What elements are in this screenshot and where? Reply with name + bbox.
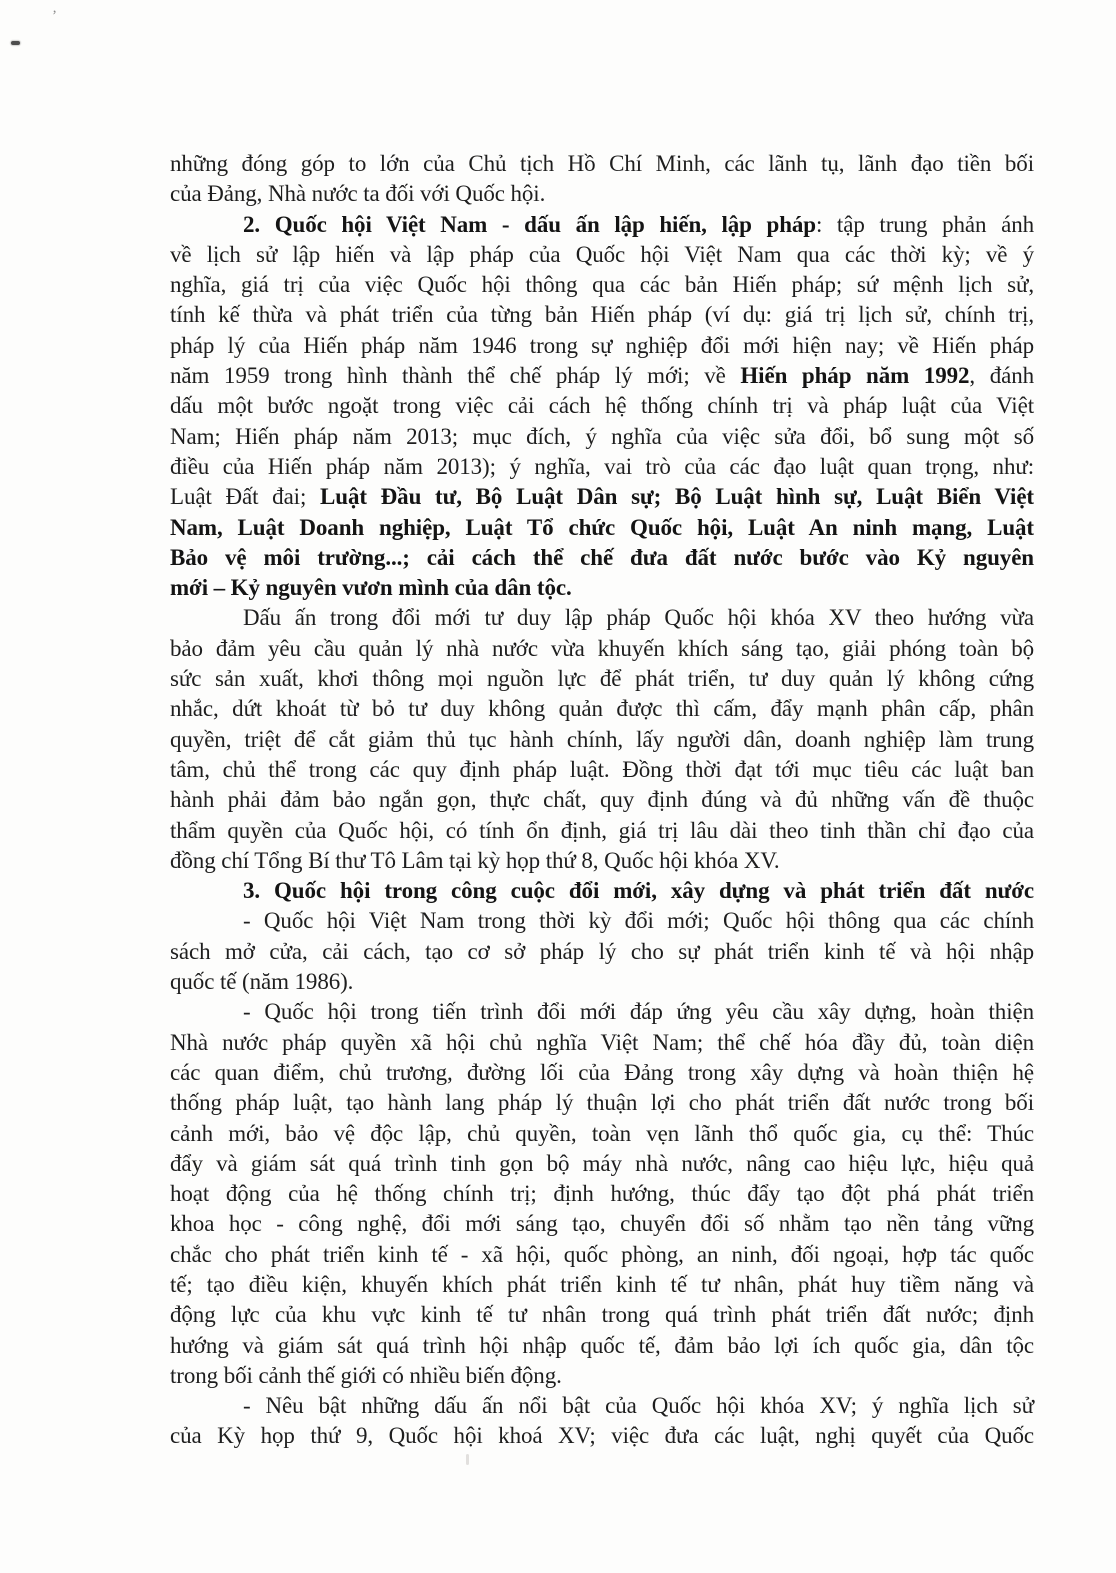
text-line (170, 240, 1034, 270)
text-segment: Nhà nước pháp quyền xã hội chủ nghĩa Việt Nam; thể chế hóa đầy đủ, toàn diện (170, 1029, 1034, 1055)
text-line (170, 1300, 1034, 1330)
text-line (170, 937, 1034, 967)
text-segment: nghĩa, giá trị của việc Quốc hội thông qua các bản Hiến pháp; sứ mệnh lịch sử, (170, 272, 1034, 298)
text-line (170, 664, 1034, 694)
text-line (170, 1391, 1034, 1421)
text-line (170, 1119, 1034, 1149)
text-segment: - Quốc hội Việt Nam trong thời kỳ đổi mới; Quốc hội thông qua các chính (243, 908, 1034, 934)
text-segment: nhắc, dứt khoát từ bỏ tư duy không quản được thì cấm, đẩy mạnh phân cấp, phân (170, 696, 1034, 722)
text-line (170, 755, 1034, 785)
text-line (170, 1028, 1034, 1058)
text-segment: - Quốc hội trong tiến trình đổi mới đáp ứng yêu cầu xây dựng, hoàn thiện (243, 999, 1034, 1025)
text-line (170, 997, 1034, 1027)
text-segment: quyền, triệt để cắt giảm thủ tục hành chính, lấy người dân, doanh nghiệp làm trung (170, 726, 1034, 752)
text-line (170, 846, 1034, 876)
text-line (170, 179, 1034, 209)
text-segment: dấu một bước ngoặt trong việc cải cách hệ thống chính trị và pháp luật của Việt (170, 393, 1034, 419)
text-segment: đẩy và giám sát quá trình tinh gọn bộ máy nhà nước, nâng cao hiệu lực, hiệu quả (170, 1150, 1034, 1176)
text-line (170, 816, 1034, 846)
text-line (170, 361, 1034, 391)
text-line (170, 1088, 1034, 1118)
text-segment: hoạt động của hệ thống chính trị; định hướng, thúc đẩy tạo đột phá phát triển (170, 1181, 1034, 1207)
text-line (170, 391, 1034, 421)
text-segment: sách mở cửa, cải cách, tạo cơ sở pháp lý cho sự phát triển kinh tế và hội nhập (170, 938, 1034, 964)
text-segment: tâm, chủ thể trong các quy định pháp luật. Đồng thời đạt tới mục tiêu các luật ban (170, 756, 1034, 782)
text-segment: những đóng góp to lớn của Chủ tịch Hồ Chí Minh, các lãnh tụ, lãnh đạo tiền bối (170, 151, 1034, 176)
text-segment: quốc tế (năm 1986). (170, 969, 354, 995)
text-segment: chắc cho phát triển kinh tế - xã hội, quốc phòng, an ninh, đối ngoại, hợp tác quốc (170, 1241, 1034, 1267)
text-segment: hướng và giám sát quá trình hội nhập quốc tế, đảm bảo lợi ích quốc gia, dân tộc (170, 1332, 1034, 1358)
text-line (170, 1209, 1034, 1239)
text-line (170, 1179, 1034, 1209)
text-line (170, 452, 1034, 482)
text-segment: về lịch sử lập hiến và lập pháp của Quốc hội Việt Nam qua các thời kỳ; về ý (170, 241, 1034, 267)
scan-artifact-faint-speck (466, 1454, 469, 1465)
text-line (170, 543, 1034, 573)
text-line (170, 331, 1034, 361)
text-segment: Dấu ấn trong đổi mới tư duy lập pháp Quốc hội khóa XV theo hướng vừa (243, 605, 1034, 631)
text-segment: các quan điểm, chủ trương, đường lối của Đảng trong xây dựng và hoàn thiện hệ (170, 1059, 1034, 1085)
text-line (170, 785, 1034, 815)
text-segment: khoa học - công nghệ, đổi mới sáng tạo, chuyển đổi số nhằm tạo nền tảng vững (170, 1211, 1034, 1237)
bold-text-segment: 2. Quốc hội Việt Nam - dấu ấn lập hiến, lập pháp (243, 211, 816, 237)
text-segment: của Đảng, Nhà nước ta đối với Quốc hội. (170, 181, 546, 207)
text-line (170, 1149, 1034, 1179)
bold-text-segment: Bảo vệ môi trường...; cải cách thể chế đưa đất nước bước vào Kỷ nguyên (170, 544, 1034, 570)
text-line (170, 1270, 1034, 1300)
scan-artifact-ink-dot (11, 41, 20, 45)
text-line (170, 573, 1034, 603)
text-segment: động lực của khu vực kinh tế tư nhân trong quá trình phát triển đất nước; định (170, 1302, 1034, 1328)
text-segment: cảnh mới, bảo vệ độc lập, chủ quyền, toàn vẹn lãnh thổ quốc gia, cụ thể: Thúc (170, 1120, 1034, 1146)
text-segment: trong bối cảnh thế giới có nhiều biến động. (170, 1362, 562, 1388)
text-line (170, 270, 1034, 300)
text-line (170, 1331, 1034, 1361)
text-line (170, 603, 1034, 633)
text-segment: Luật Đất đai; (170, 484, 321, 510)
text-line (170, 1361, 1034, 1391)
text-line (170, 210, 1034, 240)
text-segment: Nam; Hiến pháp năm 2013; mục đích, ý nghĩa của việc sửa đổi, bổ sung một số (170, 423, 1034, 449)
text-line (170, 513, 1034, 543)
text-segment: của Kỳ họp thứ 9, Quốc hội khoá XV; việc đưa các luật, nghị quyết của Quốc (170, 1423, 1034, 1449)
text-segment: thống pháp luật, tạo hành lang pháp lý thuận lợi cho phát triển đất nước trong bối (170, 1090, 1034, 1116)
text-segment: bảo đảm yêu cầu quản lý nhà nước vừa khuyến khích sáng tạo, giải phóng toàn bộ (170, 635, 1034, 661)
text-line (170, 422, 1034, 452)
text-segment: pháp lý của Hiến pháp năm 1946 trong sự nghiệp đổi mới hiện nay; về Hiến pháp (170, 332, 1034, 358)
text-line (170, 300, 1034, 330)
text-segment: - Nêu bật những dấu ấn nổi bật của Quốc hội khóa XV; ý nghĩa lịch sử (243, 1393, 1034, 1419)
text-line (170, 149, 1034, 179)
bold-text-segment: Hiến pháp năm 1992 (740, 363, 970, 389)
text-line (170, 1240, 1034, 1270)
bold-text-segment: 3. Quốc hội trong công cuộc đổi mới, xây dựng và phát triển đất nước (243, 878, 1034, 904)
text-segment: điều của Hiến pháp năm 2013); ý nghĩa, vai trò của các đạo luật quan trọng, như: (170, 453, 1034, 479)
bold-text-segment: Nam, Luật Doanh nghiệp, Luật Tổ chức Quốc hội, Luật An ninh mạng, Luật (170, 514, 1034, 540)
text-line (170, 725, 1034, 755)
text-line (170, 1421, 1034, 1451)
text-line (170, 694, 1034, 724)
scan-artifact-quote-mark: ’ (52, 8, 57, 24)
text-line (170, 906, 1034, 936)
text-line (170, 967, 1034, 997)
bold-text-segment: Luật Đầu tư, Bộ Luật Dân sự; Bộ Luật hình sự, Luật Biển Việt (320, 484, 1034, 510)
document-body (170, 149, 1034, 1452)
text-segment: tế; tạo điều kiện, khuyến khích phát triển kinh tế tư nhân, phát huy tiềm năng và (170, 1271, 1034, 1297)
text-line (170, 482, 1034, 512)
text-segment: , đánh (969, 363, 1035, 389)
text-segment: năm 1959 trong hình thành thể chế pháp lý mới; về (170, 363, 741, 389)
text-segment: thẩm quyền của Quốc hội, có tính ổn định, giá trị lâu dài theo tinh thần chỉ đạo của (170, 817, 1034, 843)
text-segment: hành phải đảm bảo ngắn gọn, thực chất, quy định đúng và đủ những vấn đề thuộc (170, 787, 1034, 813)
text-line (170, 1058, 1034, 1088)
text-line (170, 876, 1034, 906)
text-segment: tính kế thừa và phát triển của từng bản Hiến pháp (ví dụ: giá trị lịch sử, chính trị, (170, 302, 1034, 328)
text-segment: sức sản xuất, khơi thông mọi nguồn lực để phát triển, tư duy quản lý không cứng (170, 666, 1034, 692)
bold-text-segment: mới – Kỷ nguyên vươn mình của dân tộc. (170, 575, 572, 601)
text-segment: : tập trung phản ánh (815, 211, 1034, 237)
text-segment: đồng chí Tổng Bí thư Tô Lâm tại kỳ họp thứ 8, Quốc hội khóa XV. (170, 847, 780, 873)
text-line (170, 634, 1034, 664)
